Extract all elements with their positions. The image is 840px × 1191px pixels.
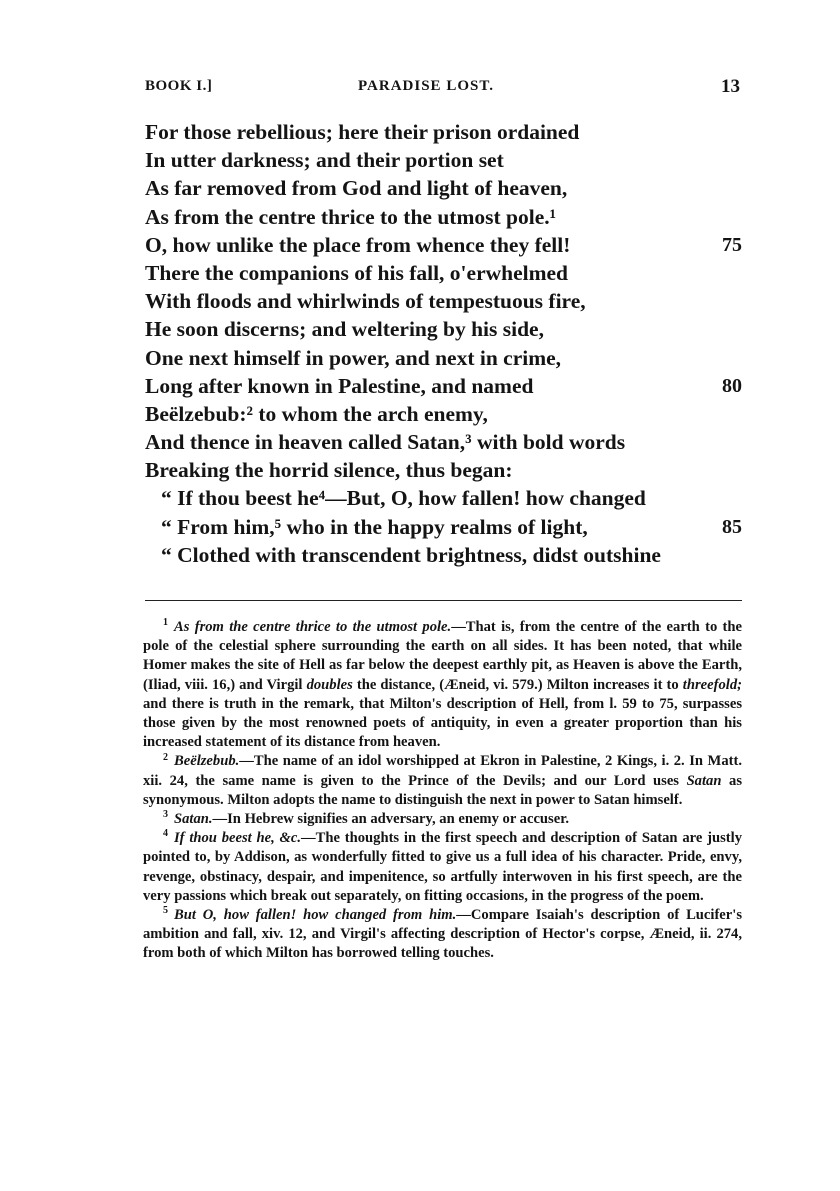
footnote-title: But O, how fallen! how changed from him. [174,907,457,924]
poem-line-text: In utter darkness; and their portion set [145,148,504,173]
poem-line-text: “ If thou beest he⁴—But, O, how fallen! how changed [161,486,646,511]
footnote-number: 1 [163,617,168,629]
line-number: 75 [722,233,742,256]
poem-line-text: And thence in heaven called Satan,³ with bold words [145,430,626,455]
footnote [143,752,742,810]
footnote-number: 2 [163,751,168,763]
poem-line-text: Beëlzebub:² to whom the arch enemy, [145,401,488,426]
poem-line [145,484,742,512]
footnote-number: 3 [163,809,168,821]
poem-line [145,203,742,231]
footnote-text: and there is truth in the remark, that Milton's description of Hell, from l. 59 to 75, surpasses those given by the most renowned poets of antiquity, in even a greater proportion than his increased statement of its distance from heaven. [143,695,742,751]
footnote-number: 5 [163,905,168,917]
footnote-text: doubles [306,676,353,693]
poem-line-text: With floods and whirlwinds of tempestuous fire, [145,289,586,314]
footnote-text: —In Hebrew signifies an adversary, an enemy or accuser. [212,811,569,828]
footnote-text: —The name of an idol worshipped at Ekron in Palestine, 2 Kings, i. 2. In Matt. xii. 24, the same name is given to the Prince of the Devils; and our Lord uses [143,753,742,789]
footnote-text: —Compare Isaiah's description of Lucifer's ambition and fall, xiv. 12, and Virgil's affecting description of Hector's corpse, Æneid, ii. 274, from both of which Milton has borrowed telling touches. [143,907,742,962]
footnote-number: 4 [163,828,168,840]
poem-line-text: For those rebellious; here their prison ordained [145,120,580,144]
line-number: 85 [722,515,742,538]
footnote [143,810,742,829]
poem-line-text: Breaking the horrid silence, thus began: [145,458,513,483]
footnote-text: Satan [686,772,722,789]
footnote-title: Beëlzebub. [174,753,240,770]
line-number: 80 [722,374,742,397]
footnote-title: As from the centre thrice to the utmost pole. [174,619,452,635]
poem-line [145,146,742,174]
poem-line-text: He soon discerns; and weltering by his side, [145,317,544,342]
poem-line [145,344,742,372]
header-book-label: BOOK I.] [145,78,213,94]
poem-line-text: “ From him,⁵ who in the happy realms of light, [161,514,588,539]
poem-line [145,231,742,259]
poem-line-text: There the companions of his fall, o'erwhelmed [145,260,569,285]
poem-text [145,118,742,569]
poem-line-text: One next himself in power, and next in crime, [145,345,562,370]
footnote-text: —That is, from the centre of the earth to the pole of the celestial sphere surrounding the earth on all sides. It has been noted, that while Homer makes the site of Hell as far below the deepest earthly pit, as Heaven is above the Earth, (Iliad, viii. 16,) and Virgil [143,619,742,693]
footnote-title: Satan. [174,811,213,828]
footnote-title: If thou beest he, &c. [174,830,302,847]
poem-line [145,428,742,456]
poem-line [145,456,742,484]
poem-line-text: “ Clothed with transcendent brightness, didst outshine [161,542,661,567]
footnote-text: —The thoughts in the first speech and description of Satan are justly pointed to, by Addison, as wonderfully fitted to give us a full idea of his character. Pride, envy, revenge, obstinacy, despair, and impenitence, so artfully interwoven in his first speech, are the very passions which break out separately, on fitting occasions, in the progress of the poem. [143,830,742,904]
poem-line [145,259,742,287]
poem-line [145,174,742,202]
footnote-divider [145,600,742,601]
poem-line [145,287,742,315]
footnotes [143,618,742,964]
footnote [143,618,742,752]
poem-line [145,315,742,343]
poem-line [145,541,742,569]
footnote-text: threefold; [682,676,742,693]
poem-line-text: Long after known in Palestine, and named [145,373,534,398]
poem-line [145,118,742,146]
poem-line [145,513,742,541]
poem-line-text: As far removed from God and light of heaven, [145,176,568,201]
footnote [143,829,742,906]
page-number: 13 [721,76,740,97]
footnote-text: as synonymous. Milton adopts the name to distinguish the next in power to Satan himself. [143,772,743,808]
poem-line [145,400,742,428]
poem-line-text: As from the centre thrice to the utmost pole.¹ [145,204,557,229]
running-header [145,76,740,100]
header-title: PARADISE LOST. [358,78,494,94]
footnote [143,906,742,964]
footnote-text: the distance, (Æneid, vi. 579.) Milton increases it to [352,676,683,693]
poem-line-text: O, how unlike the place from whence they fell! [145,232,571,257]
poem-line [145,372,742,400]
